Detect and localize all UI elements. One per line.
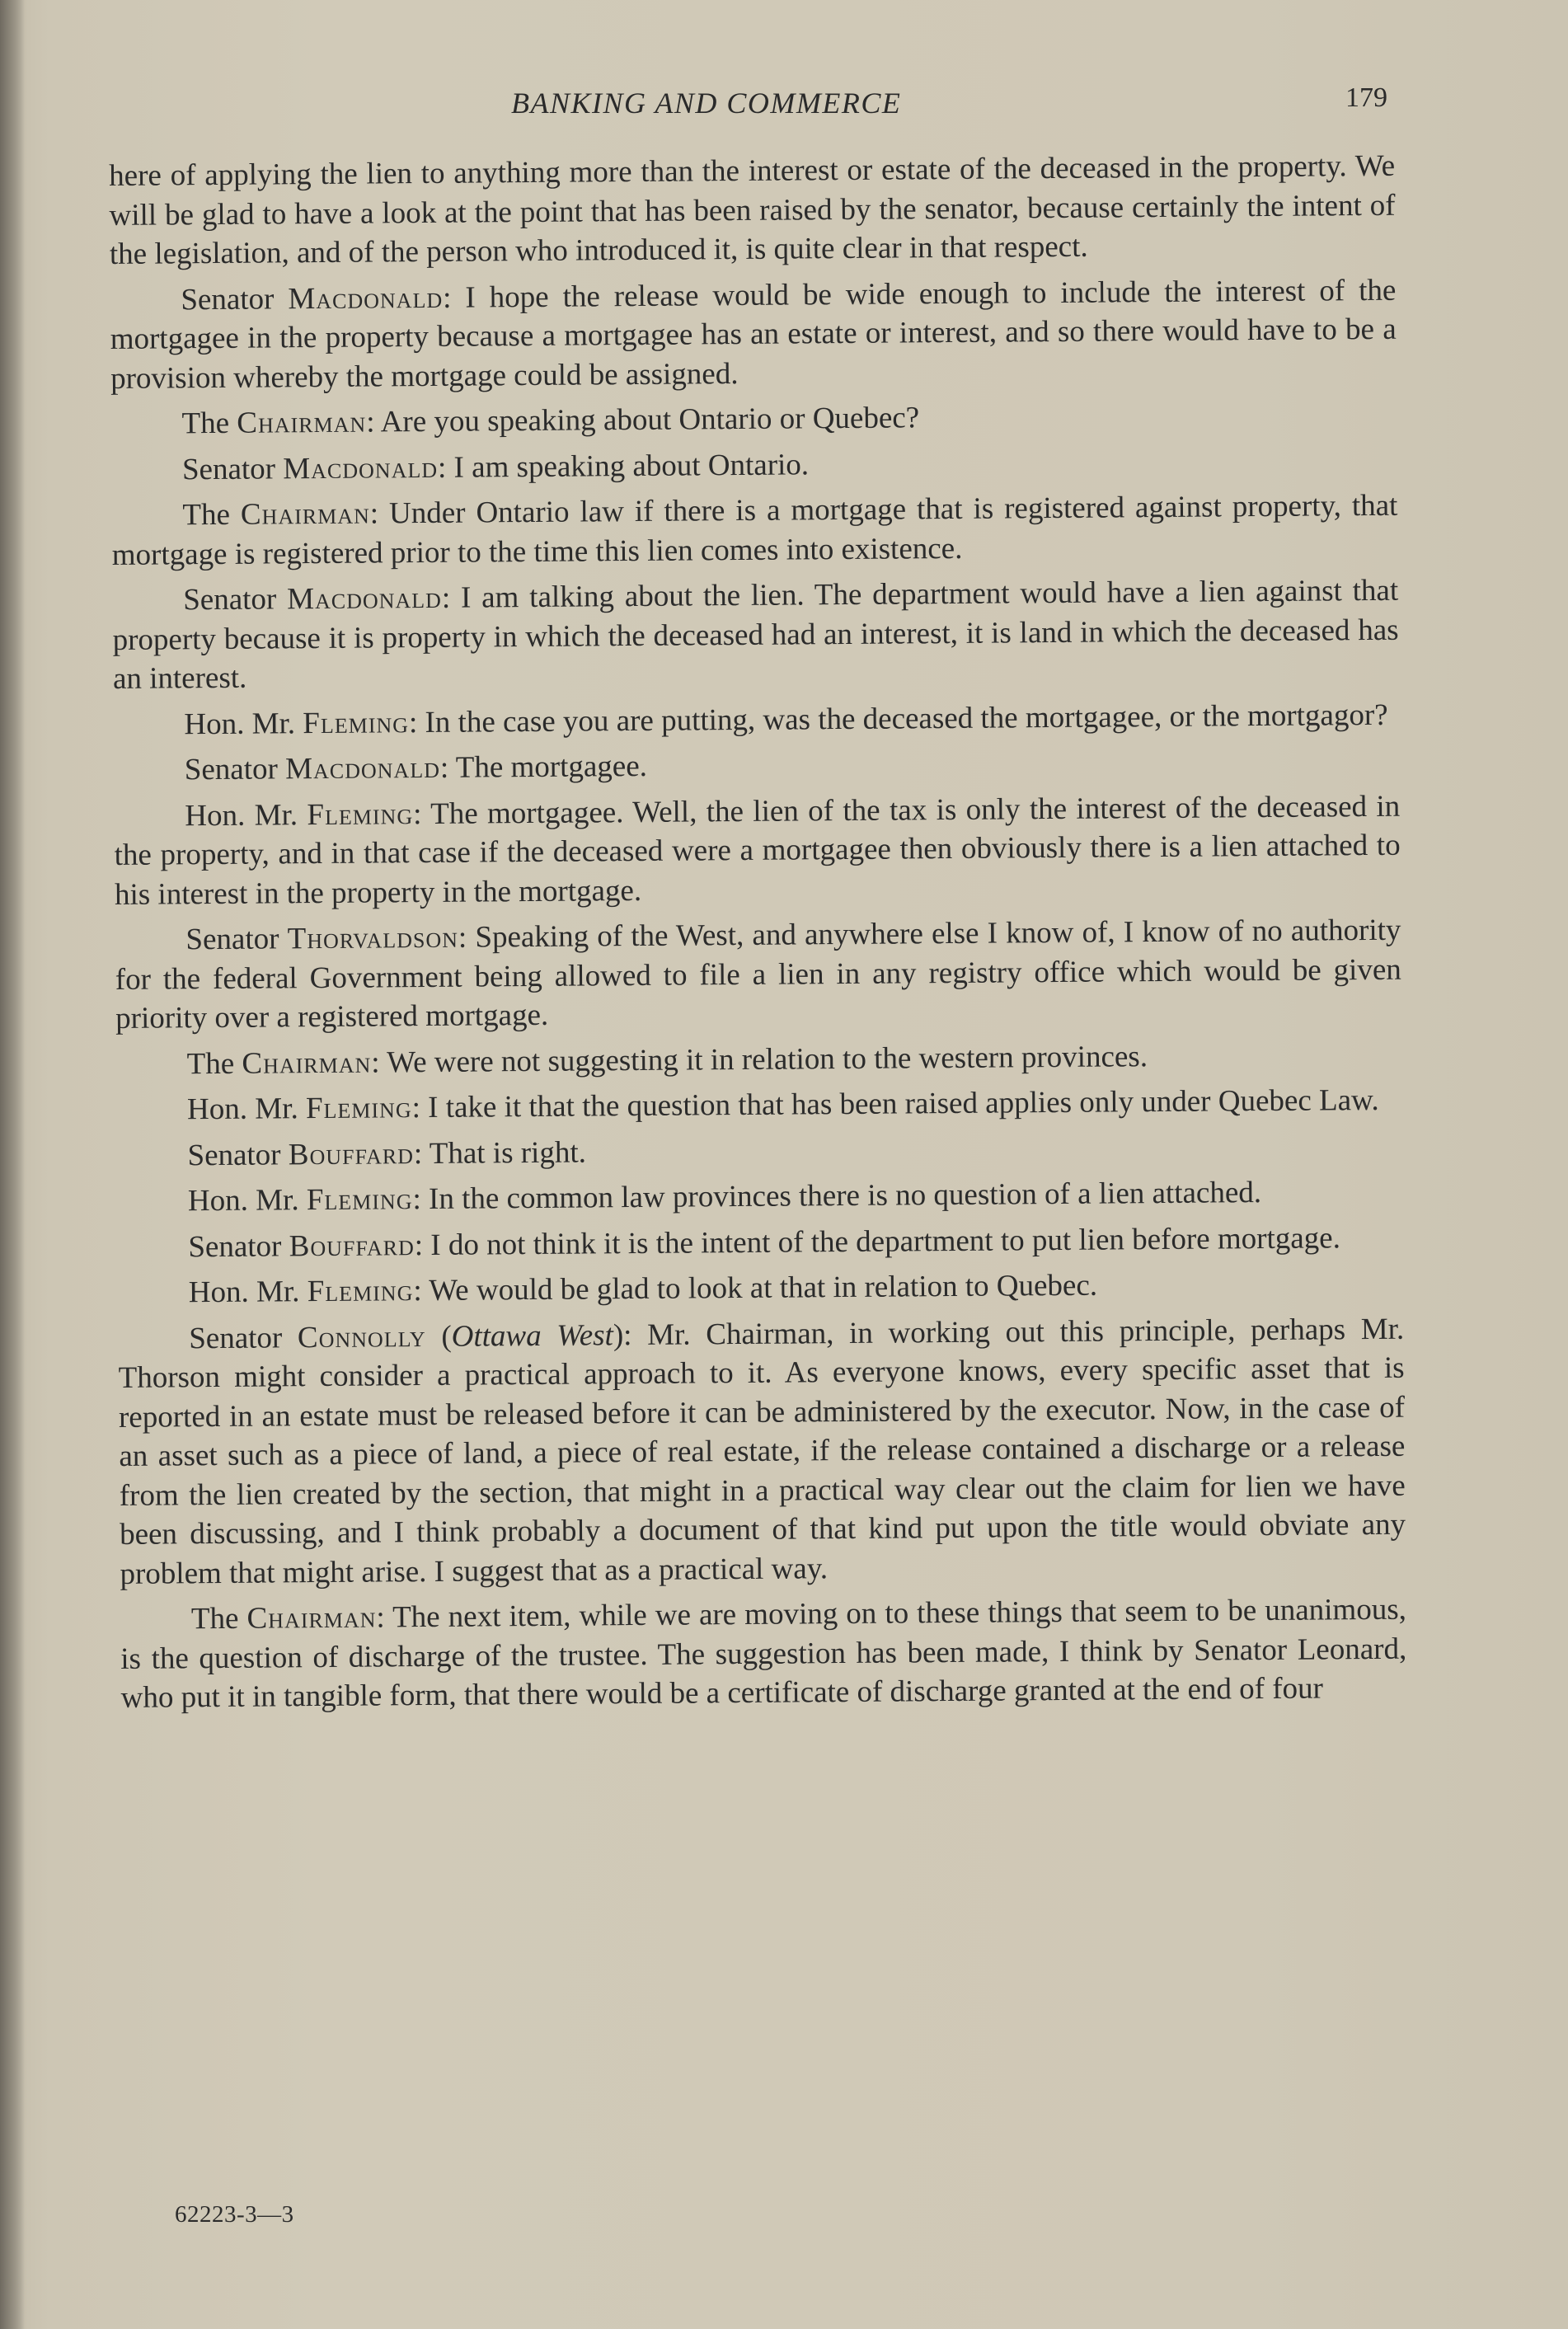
printer-signature-code: 62223-3—3 (175, 2201, 294, 2228)
speaker-name: Thorvaldson (287, 920, 459, 956)
speaker-name: Connolly (297, 1319, 426, 1355)
page-number: 179 (1345, 82, 1387, 113)
speaker-prefix: The (182, 497, 242, 533)
speaker-prefix: Hon. Mr. (185, 797, 307, 833)
speaker-prefix: Senator (187, 1137, 289, 1172)
transcript-paragraph (117, 1218, 1403, 1267)
speaker-prefix: Senator (189, 1320, 298, 1355)
transcript-paragraph (117, 1172, 1403, 1222)
speaker-riding: Ottawa West (451, 1317, 614, 1354)
speaker-prefix: The (181, 406, 237, 441)
transcript-paragraph (111, 486, 1398, 575)
paragraph-text: : The mortgagee. Well, the lien of the tax is only the interest of the deceased in the property, and in that case if the deceased were a mortgagee then obviously there is a lien attached to his interest in the property in the mortgage. (114, 789, 1401, 912)
paragraph-text: here of applying the lien to anything more than the interest or estate of the deceased in the property. We will be glad to have a look at the point that has been raised by the senator, because certainly the intent of the legislation, and of the person who introduced it, is quite clear in that respect. (109, 148, 1396, 271)
speaker-name: Bouffard (289, 1228, 415, 1263)
paragraph-text: : In the case you are putting, was the deceased the mortgagee, or the mortgagor? (408, 697, 1388, 740)
paragraph-text: : Speaking of the West, and anywhere else I know of, I know of no authority for the federal Government being allowed to file a lien in any registry office which would be given priority over a registered mortgage. (115, 913, 1401, 1035)
speaker-prefix: Hon. Mr. (186, 1092, 307, 1127)
paragraph-text: : I do not think it is the intent of the department to put lien before mortgage. (414, 1220, 1341, 1262)
transcript-paragraph (110, 395, 1397, 444)
speaker-prefix: The (186, 1046, 242, 1081)
speaker-name: Fleming (307, 796, 414, 832)
transcript-paragraph (115, 1035, 1401, 1084)
transcript-paragraph: Senator Connolly (Ottawa West): Mr. Chairman, in working out this principle, perhaps Mr. Thorson might consider a practical approach to it. As everyone knows, every specific asset that is reported in an estate must be released before it can be administered by the executor. Now, in the case of an asset such as a piece of land, a piece of real estate, if the release contained a discharge or a release from the lien created by the section, that might in a practical way clear out the claim for lien we have been discussing, and I think probably a document of that kind put upon the title would obviate any problem that might arise. I suggest that as a practical way. (118, 1312, 1406, 1591)
speaker-name: Fleming (303, 705, 410, 740)
paragraph-text: : We would be glad to look at that in relation to Quebec. (413, 1268, 1098, 1308)
paragraph-text: : Mr. Chairman, in working out this principle, perhaps Mr. Thorson might consider a practical approach to it. As everyone knows, every specific asset that is reported in an estate must be released before it can be administered by the executor. Now, in the case of an asset such as a piece of land, a piece of real estate, if the release contained a discharge or a release from the lien created by the section, that might in a practical way clear out the claim for lien we have been discussing, and I think probably a document of that kind put upon the title would obviate any problem that might arise. I suggest that as a practical way. (118, 1312, 1406, 1591)
transcript-paragraph (118, 1264, 1404, 1313)
transcript-paragraph (116, 1126, 1402, 1176)
paragraph-text: : I am speaking about Ontario. (437, 447, 810, 485)
speaker-prefix: Senator (188, 1228, 289, 1264)
speaker-name: Chairman (240, 496, 370, 532)
paragraph-text: : I hope the release would be wide enough to include the interest of the mortgagee in the property because a mortgagee has an estate or interest, and so there would have to be a provision whereby the mortgage could be assigned. (110, 273, 1397, 396)
page-header (0, 82, 1568, 132)
paragraph-text: : In the common law provinces there is no question of a lien attached. (412, 1176, 1262, 1217)
speaker-prefix: Senator (181, 281, 289, 317)
speaker-name: Macdonald (288, 280, 444, 316)
speaker-name: Macdonald (283, 450, 439, 486)
speaker-name: Fleming (307, 1274, 414, 1309)
paragraph-text: : That is right. (413, 1134, 587, 1171)
speaker-prefix: Senator (181, 451, 284, 486)
paragraph-text: : We were not suggesting it in relation to the western provinces. (371, 1039, 1148, 1080)
speaker-name: Fleming (305, 1091, 412, 1126)
paragraph-text: : Under Ontario law if there is a mortgage that is registered against property, that mortgage is registered prior to the time this lien comes into existence. (111, 488, 1398, 572)
speaker-name: Fleming (306, 1182, 413, 1218)
transcript-paragraph (112, 571, 1399, 699)
speaker-prefix: Senator (185, 922, 288, 957)
transcript-paragraph (115, 911, 1401, 1039)
transcript-body (109, 147, 1407, 1725)
transcript-paragraph (113, 695, 1399, 744)
speaker-prefix: Senator (183, 582, 288, 617)
speaker-name: Chairman (242, 1045, 372, 1081)
running-title: BANKING AND COMMERCE (511, 87, 902, 120)
transcript-paragraph (114, 741, 1400, 791)
speaker-prefix: Hon. Mr. (184, 706, 303, 741)
speaker-name: Chairman (237, 405, 367, 440)
transcript-paragraph (110, 270, 1397, 398)
speaker-prefix: The (190, 1601, 247, 1636)
paragraph-text: : I take it that the question that has been raised applies only under Quebec Law. (411, 1082, 1379, 1125)
transcript-paragraph (111, 440, 1397, 490)
transcript-paragraph (114, 787, 1401, 914)
speaker-prefix: Hon. Mr. (188, 1275, 307, 1310)
speaker-name: Bouffard (288, 1136, 415, 1172)
speaker-prefix: Senator (184, 752, 286, 787)
paragraph-text: : Are you speaking about Ontario or Quebec? (366, 401, 920, 439)
book-binding-edge (0, 0, 25, 2329)
paragraph-text: : I am talking about the lien. The department would have a lien against that property because it is property in which the deceased had an interest, it is land in which the deceased has an interest. (112, 573, 1399, 696)
speaker-prefix: Hon. Mr. (187, 1183, 307, 1218)
transcript-paragraph (109, 147, 1396, 275)
speaker-name: Macdonald (286, 580, 443, 617)
transcript-paragraph (116, 1081, 1402, 1130)
speaker-name: Chairman (246, 1600, 377, 1636)
speaker-name: Macdonald (284, 750, 441, 787)
paragraph-text: : The mortgagee. (439, 749, 648, 785)
transcript-paragraph (120, 1590, 1407, 1718)
paragraph-text: : The next item, while we are moving on to these things that seem to be unanimous, is the question of discharge of the trustee. The suggestion has been made, I think by Senator Leonard, who put it in tangible form, that there would be a certificate of discharge granted at the end of four (120, 1592, 1407, 1715)
